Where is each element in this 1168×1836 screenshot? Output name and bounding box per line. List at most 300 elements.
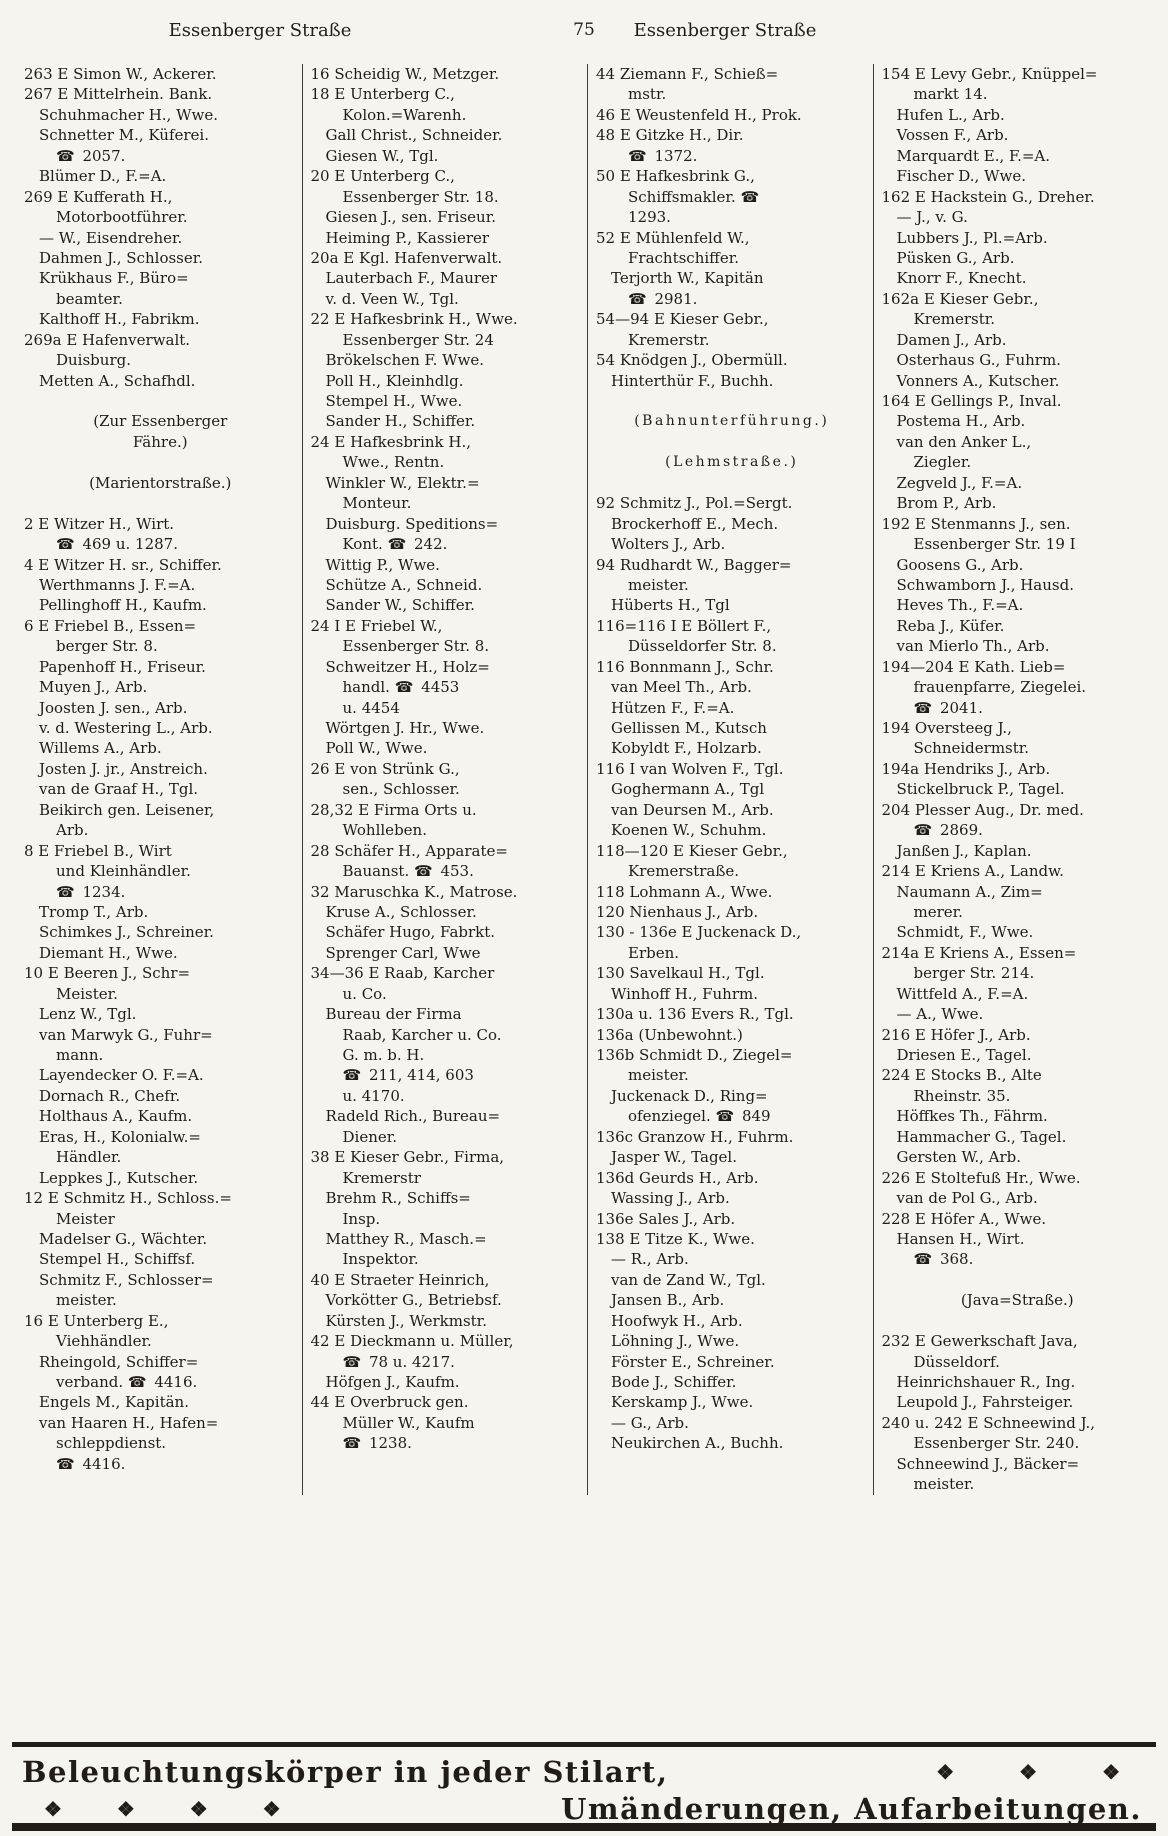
directory-line: 50 E Hafkesbrink G.,: [596, 167, 755, 186]
directory-line: — J., v. G.: [896, 208, 968, 227]
directory-line: u. Co.: [342, 984, 387, 1003]
directory-line: 44 E Overbruck gen.: [310, 1393, 469, 1412]
street-heading: (Lehmstraße.): [665, 454, 799, 471]
directory-line: Düsseldorf.: [913, 1352, 1000, 1371]
street-heading: (Bahnunterführung.): [634, 413, 830, 430]
directory-line: Gall Christ., Schneider.: [325, 126, 503, 145]
directory-line: Kerskamp J., Wwe.: [611, 1393, 754, 1412]
street-heading: (Zur Essenberger: [93, 412, 228, 431]
directory-line: u. 4170.: [342, 1086, 405, 1105]
directory-line: 263 E Simon W., Ackerer.: [24, 65, 217, 83]
directory-line: 46 E Weustenfeld H., Prok.: [596, 105, 802, 124]
directory-line: Hüberts H., Tgl: [611, 596, 730, 615]
directory-line: Giesen J., sen. Friseur.: [325, 208, 496, 227]
directory-line: merer.: [913, 902, 963, 921]
directory-line: meister.: [56, 1291, 117, 1310]
directory-line: 16 Scheidig W., Metzger.: [310, 65, 500, 83]
directory-line: Layendecker O. F.=A.: [39, 1066, 204, 1085]
directory-line: ☎ 4416.: [56, 1454, 126, 1473]
directory-line: Schütze A., Schneid.: [325, 575, 483, 594]
telephone-icon: ☎: [740, 187, 760, 206]
directory-line: Höffkes Th., Fährm.: [896, 1107, 1048, 1126]
spacer: [882, 1311, 1154, 1331]
directory-line: Metten A., Schafhdl.: [39, 371, 196, 390]
directory-line: 6 E Friebel B., Essen=: [24, 616, 197, 635]
directory-line: Matthey R., Masch.=: [325, 1229, 487, 1248]
directory-line: Kolon.=Warenh.: [342, 105, 467, 124]
directory-line: 130a u. 136 Evers R., Tgl.: [596, 1005, 794, 1024]
directory-line: Hoofwyk H., Arb.: [611, 1311, 743, 1330]
directory-line: Sander H., Schiffer.: [325, 412, 476, 431]
directory-line: Fischer D., Wwe.: [896, 167, 1026, 186]
ad-text-bottom: Umänderungen, Aufarbeitungen.: [561, 1792, 1142, 1826]
directory-line: 38 E Kieser Gebr., Firma,: [310, 1148, 505, 1167]
directory-line: ☎ 469 u. 1287.: [56, 535, 178, 554]
directory-line: ☎ 1238.: [342, 1434, 412, 1453]
directory-line: v. d. Westering L., Arb.: [39, 719, 213, 737]
directory-line: 192 E Stenmanns J., sen.: [881, 514, 1071, 533]
directory-line: Duisburg. Speditions=: [325, 514, 499, 533]
directory-columns: [16, 64, 1158, 1495]
directory-line: Gellissen M., Kutsch: [611, 719, 767, 737]
directory-line: Kürsten J., Werkmstr.: [325, 1311, 487, 1330]
directory-line: Arb.: [56, 821, 89, 840]
directory-line: Hützen F., F.=A.: [611, 698, 735, 717]
spacer: [596, 473, 868, 493]
directory-line: Bauanst. ☎ 453.: [342, 862, 474, 881]
directory-line: Höfgen J., Kaufm.: [325, 1373, 460, 1391]
directory-line: van Deursen M., Arb.: [611, 800, 774, 819]
directory-line: Dahmen J., Schlosser.: [39, 248, 204, 267]
directory-line: Kremerstr.: [628, 330, 710, 349]
directory-line: 8 E Friebel B., Wirt: [24, 841, 172, 860]
directory-line: Madelser G., Wächter.: [39, 1229, 208, 1248]
directory-line: Rheingold, Schiffer=: [39, 1352, 199, 1371]
directory-line: 24 I E Friebel W.,: [310, 616, 443, 635]
street-heading: (Java=Straße.): [960, 1291, 1074, 1310]
directory-line: 94 Rudhardt W., Bagger=: [596, 555, 792, 574]
directory-line: Janßen J., Kaplan.: [896, 841, 1032, 860]
telephone-icon: ☎: [56, 882, 75, 901]
directory-column: [302, 64, 588, 1495]
telephone-icon: ☎: [913, 821, 933, 840]
directory-line: 116=116 I E Böllert F.,: [596, 616, 772, 635]
directory-line: Stempel H., Schiffsf.: [39, 1250, 196, 1269]
directory-line: Heiming P., Kassierer: [325, 228, 490, 247]
directory-line: Hammacher G., Tagel.: [896, 1127, 1067, 1146]
directory-line: Schiffsmakler. ☎: [628, 187, 760, 206]
telephone-icon: ☎: [387, 535, 407, 554]
directory-line: Zegveld J., F.=A.: [896, 473, 1023, 492]
directory-line: Leupold J., Fahrsteiger.: [896, 1393, 1074, 1412]
directory-line: Naumann A., Zim=: [896, 882, 1043, 901]
telephone-icon: ☎: [342, 1352, 362, 1371]
directory-line: Schweitzer H., Holz=: [325, 657, 490, 676]
directory-line: meister.: [628, 1066, 689, 1085]
directory-line: Wittfeld A., F.=A.: [896, 984, 1029, 1003]
directory-line: meister.: [628, 575, 689, 594]
directory-line: 194 Oversteeg J.,: [881, 719, 1012, 737]
directory-line: 118—120 E Kieser Gebr.,: [596, 841, 788, 860]
directory-line: 40 E Straeter Heinrich,: [310, 1270, 490, 1289]
telephone-icon: ☎: [414, 862, 433, 881]
directory-line: und Kleinhändler.: [56, 862, 191, 881]
directory-line: Inspektor.: [342, 1250, 419, 1269]
directory-line: Vossen F., Arb.: [896, 126, 1009, 145]
directory-line: verband. ☎ 4416.: [56, 1373, 198, 1391]
directory-line: Händler.: [56, 1148, 122, 1167]
directory-line: v. d. Veen W., Tgl.: [325, 289, 459, 308]
telephone-icon: ☎: [628, 146, 647, 165]
directory-line: Wörtgen J. Hr., Wwe.: [325, 719, 485, 737]
directory-line: 194—204 E Kath. Lieb=: [881, 657, 1066, 676]
street-heading: (Marientorstraße.): [89, 473, 232, 492]
directory-line: Schimkes J., Schreiner.: [39, 923, 214, 942]
directory-line: Löhning J., Wwe.: [611, 1332, 740, 1351]
directory-line: Engels M., Kapitän.: [39, 1393, 189, 1412]
directory-line: G. m. b. H.: [342, 1046, 425, 1064]
directory-line: 116 I van Wolven F., Tgl.: [596, 759, 784, 778]
directory-line: 54—94 E Kieser Gebr.,: [596, 310, 769, 329]
directory-line: Juckenack D., Ring=: [611, 1086, 768, 1105]
directory-line: ☎ 78 u. 4217.: [342, 1352, 455, 1371]
directory-line: Schnetter M., Küferei.: [39, 126, 209, 145]
directory-line: Knorr F., Knecht.: [896, 269, 1027, 288]
ad-line-2: [22, 1792, 1142, 1826]
directory-line: Brockerhoff E., Mech.: [611, 514, 779, 533]
directory-line: ☎ 368.: [913, 1250, 974, 1269]
directory-line: 52 E Mühlenfeld W.,: [596, 228, 750, 247]
directory-line: 120 Nienhaus J., Arb.: [596, 902, 759, 921]
directory-line: Wohlleben.: [342, 821, 427, 840]
directory-line: Leppkes J., Kutscher.: [39, 1168, 199, 1187]
spacer: [24, 493, 297, 513]
directory-line: 12 E Schmitz H., Schloss.=: [24, 1189, 232, 1208]
directory-line: Heinrichshauer R., Ing.: [896, 1373, 1076, 1391]
directory-line: Meister.: [56, 984, 118, 1003]
directory-line: van de Pol G., Arb.: [896, 1189, 1038, 1208]
directory-line: — W., Eisendreher.: [39, 228, 183, 247]
directory-line: van Haaren H., Hafen=: [39, 1413, 219, 1432]
spacer: [24, 391, 297, 411]
directory-line: Neukirchen A., Buchh.: [611, 1434, 784, 1453]
directory-line: Pellinghoff H., Kaufm.: [39, 596, 207, 615]
directory-line: Schneewind J., Bäcker=: [896, 1454, 1080, 1473]
directory-line: Driesen E., Tagel.: [896, 1046, 1032, 1064]
directory-line: 44 Ziemann F., Schieß=: [596, 65, 779, 83]
directory-line: Vonners A., Kutscher.: [896, 371, 1060, 390]
header-left-street-title: Essenberger Straße: [168, 20, 352, 41]
directory-line: Düsseldorfer Str. 8.: [628, 637, 777, 656]
directory-line: 226 E Stoltefuß Hr., Wwe.: [881, 1168, 1081, 1187]
directory-line: Kremerstraße.: [628, 862, 740, 881]
directory-line: Goosens G., Arb.: [896, 555, 1024, 574]
directory-line: 267 E Mittelrhein. Bank.: [24, 85, 213, 104]
directory-line: 28 Schäfer H., Apparate=: [310, 841, 508, 860]
directory-line: 154 E Levy Gebr., Knüppel=: [881, 65, 1098, 83]
directory-line: u. 4454: [342, 698, 400, 717]
directory-line: ☎ 2057.: [56, 146, 126, 165]
directory-line: 136d Geurds H., Arb.: [596, 1168, 759, 1187]
diamond-ornament-icons: ❖ ❖ ❖ ❖: [44, 1797, 281, 1821]
directory-line: 34—36 E Raab, Karcher: [310, 964, 495, 983]
directory-line: — A., Wwe.: [896, 1005, 984, 1024]
directory-line: Bureau der Firma: [325, 1005, 462, 1024]
directory-line: Brehm R., Schiffs=: [325, 1189, 471, 1208]
directory-column: [16, 64, 302, 1495]
directory-line: Wwe., Rentn.: [342, 453, 445, 472]
directory-line: Hansen H., Wirt.: [896, 1229, 1025, 1248]
directory-line: 194a Hendriks J., Arb.: [881, 759, 1051, 778]
telephone-icon: ☎: [56, 535, 75, 554]
directory-line: 92 Schmitz J., Pol.=Sergt.: [596, 494, 793, 513]
directory-line: sen., Schlosser.: [342, 780, 460, 799]
directory-line: Brom P., Arb.: [896, 494, 997, 513]
directory-line: Vorkötter G., Betriebsf.: [325, 1291, 502, 1310]
directory-line: Marquardt E., F.=A.: [896, 146, 1051, 165]
directory-line: Meister: [56, 1209, 115, 1228]
directory-line: frauenpfarre, Ziegelei.: [913, 678, 1087, 697]
spacer: [882, 1270, 1154, 1290]
directory-line: Schäfer Hugo, Fabrkt.: [325, 923, 496, 942]
directory-line: Muyen J., Arb.: [39, 678, 148, 697]
spacer: [24, 452, 297, 472]
directory-line: Viehhändler.: [56, 1332, 152, 1351]
directory-line: Essenberger Str. 8.: [342, 637, 490, 656]
directory-line: ☎ 2869.: [913, 821, 983, 840]
directory-line: mstr.: [628, 85, 667, 104]
directory-line: Hinterthür F., Buchh.: [611, 371, 774, 390]
directory-line: 20a E Kgl. Hafenverwalt.: [310, 248, 503, 267]
directory-line: Diemant H., Wwe.: [39, 943, 178, 962]
directory-line: 138 E Titze K., Wwe.: [596, 1229, 755, 1248]
directory-line: Osterhaus G., Fuhrm.: [896, 351, 1061, 370]
directory-line: Ziegler.: [913, 453, 972, 472]
directory-line: van Meel Th., Arb.: [611, 678, 752, 697]
directory-line: Dornach R., Chefr.: [39, 1086, 181, 1105]
directory-line: 136b Schmidt D., Ziegel=: [596, 1046, 793, 1064]
directory-line: 130 Savelkaul H., Tgl.: [596, 964, 765, 983]
directory-line: Kont. ☎ 242.: [342, 535, 448, 554]
directory-line: Stickelbruck P., Tagel.: [896, 780, 1065, 799]
directory-line: van Mierlo Th., Arb.: [896, 637, 1050, 656]
directory-line: Beikirch gen. Leisener,: [39, 800, 215, 819]
telephone-icon: ☎: [913, 698, 933, 717]
directory-line: Giesen W., Tgl.: [325, 146, 439, 165]
directory-line: 228 E Höfer A., Wwe.: [881, 1209, 1047, 1228]
directory-line: Insp.: [342, 1209, 381, 1228]
directory-line: 269a E Hafenverwalt.: [24, 330, 191, 349]
directory-line: Terjorth W., Kapitän: [611, 269, 764, 288]
telephone-icon: ☎: [342, 1434, 362, 1453]
directory-line: 232 E Gewerkschaft Java,: [881, 1332, 1078, 1351]
directory-line: Rheinstr. 35.: [913, 1086, 1011, 1105]
directory-line: van de Graaf H., Tgl.: [39, 780, 199, 799]
spacer: [596, 432, 868, 452]
directory-line: Willems A., Arb.: [39, 739, 162, 758]
directory-line: 162 E Hackstein G., Dreher.: [881, 187, 1095, 206]
directory-line: 162a E Kieser Gebr.,: [881, 289, 1039, 308]
directory-line: 22 E Hafkesbrink H., Wwe.: [310, 310, 518, 329]
directory-line: Reba J., Küfer.: [896, 616, 1005, 635]
directory-line: Müller W., Kaufm: [342, 1413, 475, 1432]
telephone-icon: ☎: [628, 289, 647, 308]
directory-line: 164 E Gellings P., Inval.: [881, 392, 1062, 410]
directory-line: Duisburg.: [56, 351, 131, 370]
directory-line: Damen J., Arb.: [896, 330, 1007, 349]
directory-line: Wassing J., Arb.: [611, 1189, 730, 1208]
directory-line: ☎ 211, 414, 603: [342, 1066, 474, 1085]
directory-line: Frachtschiffer.: [628, 248, 739, 267]
telephone-icon: ☎: [913, 1250, 933, 1269]
directory-line: Monteur.: [342, 494, 412, 513]
directory-line: Holthaus A., Kaufm.: [39, 1107, 193, 1126]
directory-line: 269 E Kufferath H.,: [24, 187, 173, 206]
telephone-icon: ☎: [127, 1373, 147, 1391]
directory-line: 20 E Unterberg C.,: [310, 167, 455, 186]
directory-line: 24 E Hafkesbrink H.,: [310, 432, 472, 451]
directory-line: Joosten J. sen., Arb.: [39, 698, 188, 717]
directory-line: Motorbootführer.: [56, 208, 188, 227]
directory-line: Poll H., Kleinhdlg.: [325, 371, 464, 390]
directory-line: schleppdienst.: [56, 1434, 167, 1453]
directory-line: Josten J. jr., Anstreich.: [39, 759, 208, 778]
directory-line: Essenberger Str. 240.: [913, 1434, 1080, 1453]
directory-line: Tromp T., Arb.: [39, 902, 149, 921]
directory-line: ofenziegel. ☎ 849: [628, 1107, 771, 1126]
directory-line: Lauterbach F., Maurer: [325, 269, 498, 288]
directory-line: 214a E Kriens A., Essen=: [881, 943, 1077, 962]
directory-line: Kremerstr.: [913, 310, 996, 329]
directory-line: Hufen L., Arb.: [896, 105, 1005, 124]
directory-line: Radeld Rich., Bureau=: [325, 1107, 501, 1126]
ad-text-top: Beleuchtungskörper in jeder Stilart,: [22, 1755, 669, 1789]
directory-line: Schmitz F., Schlosser=: [39, 1270, 214, 1289]
directory-line: Koenen W., Schuhm.: [611, 821, 767, 840]
directory-line: Jansen B., Arb.: [611, 1291, 725, 1310]
page-header: [0, 20, 1168, 54]
directory-line: 16 E Unterberg E.,: [24, 1311, 169, 1330]
directory-line: Kalthoff H., Fabrikm.: [39, 310, 200, 329]
directory-line: Winkler W., Elektr.=: [325, 473, 480, 492]
directory-line: Raab, Karcher u. Co.: [342, 1025, 502, 1044]
directory-line: Essenberger Str. 19 I: [913, 535, 1076, 554]
directory-line: Papenhoff H., Friseur.: [39, 657, 206, 676]
directory-line: Brökelschen F. Wwe.: [325, 351, 485, 370]
page-number: 75: [573, 20, 595, 40]
directory-line: Schneidermstr.: [913, 739, 1030, 758]
directory-line: 2 E Witzer H., Wirt.: [24, 514, 175, 533]
directory-line: ☎ 1234.: [56, 882, 126, 901]
directory-line: markt 14.: [913, 85, 988, 104]
directory-line: handl. ☎ 4453: [342, 678, 460, 697]
directory-column: [587, 64, 873, 1495]
directory-line: — R., Arb.: [611, 1250, 689, 1269]
spacer: [596, 391, 868, 411]
directory-line: meister.: [913, 1475, 975, 1494]
directory-line: Kobyldt F., Holzarb.: [611, 739, 762, 758]
directory-line: Erben.: [628, 943, 680, 962]
directory-column: [873, 64, 1159, 1495]
directory-line: Wolters J., Arb.: [611, 535, 726, 554]
directory-line: 28,32 E Firma Orts u.: [310, 800, 477, 819]
telephone-icon: ☎: [715, 1107, 735, 1126]
directory-line: Kruse A., Schlosser.: [325, 902, 477, 921]
directory-line: Heves Th., F.=A.: [896, 596, 1024, 615]
telephone-icon: ☎: [394, 678, 414, 697]
directory-line: 26 E von Strünk G.,: [310, 759, 460, 778]
directory-line: Lubbers J., Pl.=Arb.: [896, 228, 1048, 247]
directory-line: 10 E Beeren J., Schr=: [24, 964, 191, 983]
directory-line: 216 E Höfer J., Arb.: [881, 1025, 1031, 1044]
directory-line: 1293.: [628, 208, 671, 227]
directory-line: 54 Knödgen J., Obermüll.: [596, 351, 788, 370]
directory-line: ☎ 2041.: [913, 698, 983, 717]
directory-line: Kremerstr: [342, 1168, 421, 1187]
directory-line: van de Zand W., Tgl.: [611, 1270, 766, 1289]
directory-line: beamter.: [56, 289, 123, 308]
directory-line: 118 Lohmann A., Wwe.: [596, 882, 773, 901]
directory-line: 214 E Kriens A., Landw.: [881, 862, 1064, 881]
directory-line: 130 - 136e E Juckenack D.,: [596, 923, 802, 942]
directory-line: Krükhaus F., Büro=: [39, 269, 189, 288]
directory-line: Lenz W., Tgl.: [39, 1005, 137, 1024]
directory-line: Püsken G., Arb.: [896, 248, 1015, 267]
directory-line: 204 Plesser Aug., Dr. med.: [881, 800, 1084, 819]
directory-line: Wittig P., Wwe.: [325, 555, 440, 574]
directory-line: ☎ 1372.: [628, 146, 698, 165]
directory-line: berger Str. 214.: [913, 964, 1035, 983]
directory-line: Diener.: [342, 1127, 398, 1146]
directory-line: Sander W., Schiffer.: [325, 596, 475, 615]
directory-line: Winhoff H., Fuhrm.: [611, 984, 759, 1003]
directory-line: Eras, H., Kolonialw.=: [39, 1127, 201, 1146]
directory-line: 240 u. 242 E Schneewind J.,: [881, 1413, 1096, 1432]
directory-line: 4 E Witzer H. sr., Schiffer.: [24, 555, 222, 574]
directory-line: Jasper W., Tagel.: [611, 1148, 737, 1167]
directory-line: 18 E Unterberg C.,: [310, 85, 455, 104]
directory-line: 32 Maruschka K., Matrose.: [310, 882, 518, 901]
directory-line: van den Anker L.,: [896, 432, 1032, 451]
directory-line: Schmidt, F., Wwe.: [896, 923, 1034, 942]
telephone-icon: ☎: [56, 1454, 75, 1473]
directory-line: 42 E Dieckmann u. Müller,: [310, 1332, 514, 1351]
directory-line: Sprenger Carl, Wwe: [325, 943, 481, 962]
directory-line: 136e Sales J., Arb.: [596, 1209, 736, 1228]
directory-line: ☎ 2981.: [628, 289, 698, 308]
directory-line: Essenberger Str. 24: [342, 330, 494, 349]
directory-line: Förster E., Schreiner.: [611, 1352, 775, 1371]
directory-line: — G., Arb.: [611, 1413, 689, 1432]
street-heading: Fähre.): [132, 432, 188, 451]
directory-line: berger Str. 8.: [56, 637, 158, 656]
ad-line-1: [22, 1755, 1142, 1789]
header-right-street-title: Essenberger Straße: [633, 20, 817, 41]
telephone-icon: ☎: [342, 1066, 362, 1085]
directory-line: 136a (Unbewohnt.): [596, 1025, 743, 1044]
directory-line: Essenberger Str. 18.: [342, 187, 499, 206]
directory-line: 48 E Gitzke H., Dir.: [596, 126, 744, 145]
directory-line: Bode J., Schiffer.: [611, 1373, 737, 1391]
directory-line: 136c Granzow H., Fuhrm.: [596, 1127, 794, 1146]
directory-line: Schuhmacher H., Wwe.: [39, 105, 218, 124]
directory-line: 224 E Stocks B., Alte: [881, 1066, 1042, 1085]
directory-line: Poll W., Wwe.: [325, 739, 428, 758]
directory-line: Postema H., Arb.: [896, 412, 1026, 431]
directory-line: Gersten W., Arb.: [896, 1148, 1022, 1167]
directory-line: Blümer D., F.=A.: [39, 167, 167, 186]
advertisement-banner: [12, 1742, 1156, 1831]
